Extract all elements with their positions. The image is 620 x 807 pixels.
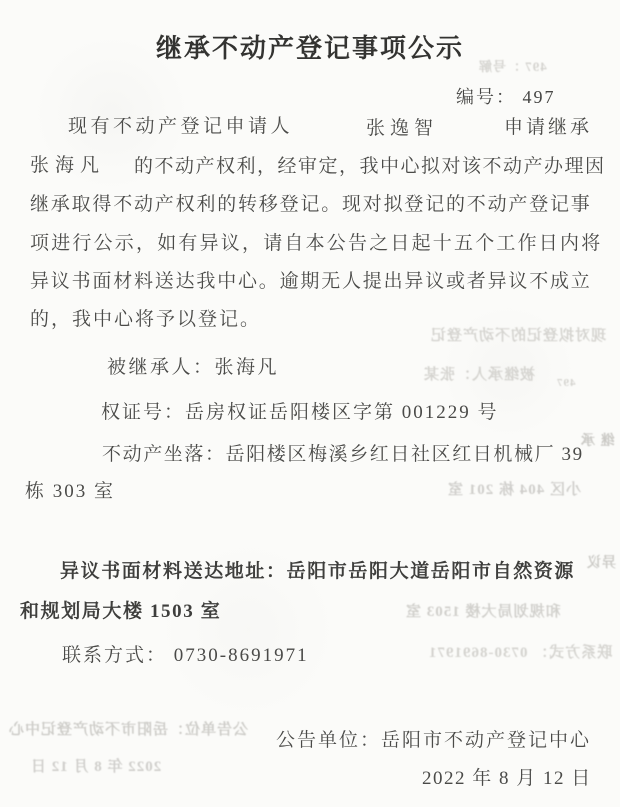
bleedthrough-text: 和规划局大楼 1503 室 bbox=[405, 604, 561, 620]
deceased-name-inline: 张海凡 bbox=[30, 155, 106, 176]
bleedthrough-text: 小区 404 栋 201 室 bbox=[447, 482, 582, 498]
certificate-number-field: 权证号：岳房权证岳阳楼区字第 001229 号 bbox=[101, 402, 499, 423]
issue-date: 2022 年 8 月 12 日 bbox=[422, 768, 592, 789]
body-line1-suffix: 申请继承 bbox=[504, 117, 593, 138]
document-number: 编号： 497 bbox=[456, 87, 556, 107]
bleedthrough-text: 公告单位：岳阳市不动产登记中心 bbox=[8, 722, 249, 738]
body-line5: 异议书面材料送达我中心。逾期无人提出异议或者异议不成立 bbox=[30, 271, 592, 292]
bleedthrough-text: 现对拟登记的不动产登记 bbox=[430, 328, 607, 344]
contact-phone-field: 联系方式： 0730-8691971 bbox=[62, 645, 309, 666]
bleedthrough-text: 497 ：号解 bbox=[478, 59, 547, 74]
body-line4: 项进行公示，如有异议，请自本公告之日起十五个工作日内将 bbox=[30, 233, 603, 254]
body-line2: 的不动产权利，经审定，我中心拟对该不动产办理因 bbox=[134, 156, 606, 177]
bleedthrough-text: 联系方式： 0730-8691971 bbox=[428, 645, 613, 661]
body-line1-prefix: 现有不动产登记申请人 bbox=[68, 116, 294, 137]
body-line6: 的，我中心将予以登记。 bbox=[30, 309, 262, 330]
applicant-name: 张逸智 bbox=[366, 118, 439, 139]
document-title: 继承不动产登记事项公示 bbox=[155, 33, 464, 63]
body-line3: 继承取得不动产权利的转移登记。现对拟登记的不动产登记事 bbox=[30, 194, 592, 215]
objection-address-line2: 和规划局大楼 1503 室 bbox=[20, 601, 222, 622]
bleedthrough-text: 497 bbox=[556, 377, 576, 389]
bleedthrough-text: 继 承 bbox=[580, 434, 615, 449]
bleedthrough-text: 2022 年 8 月 12 日 bbox=[30, 759, 162, 775]
property-location-field-line2: 栋 303 室 bbox=[25, 481, 116, 502]
issuing-authority: 公告单位：岳阳市不动产登记中心 bbox=[276, 730, 592, 751]
bleedthrough-text: 被继承人：张某 bbox=[423, 367, 536, 383]
deceased-person-field: 被继承人：张海凡 bbox=[107, 357, 280, 378]
bleedthrough-text: 异议 bbox=[586, 556, 616, 571]
objection-address-line1: 异议书面材料送达地址：岳阳市岳阳大道岳阳市自然资源 bbox=[60, 561, 576, 582]
property-location-field-line1: 不动产坐落：岳阳楼区梅溪乡红日社区红日机械厂 39 bbox=[102, 444, 584, 465]
